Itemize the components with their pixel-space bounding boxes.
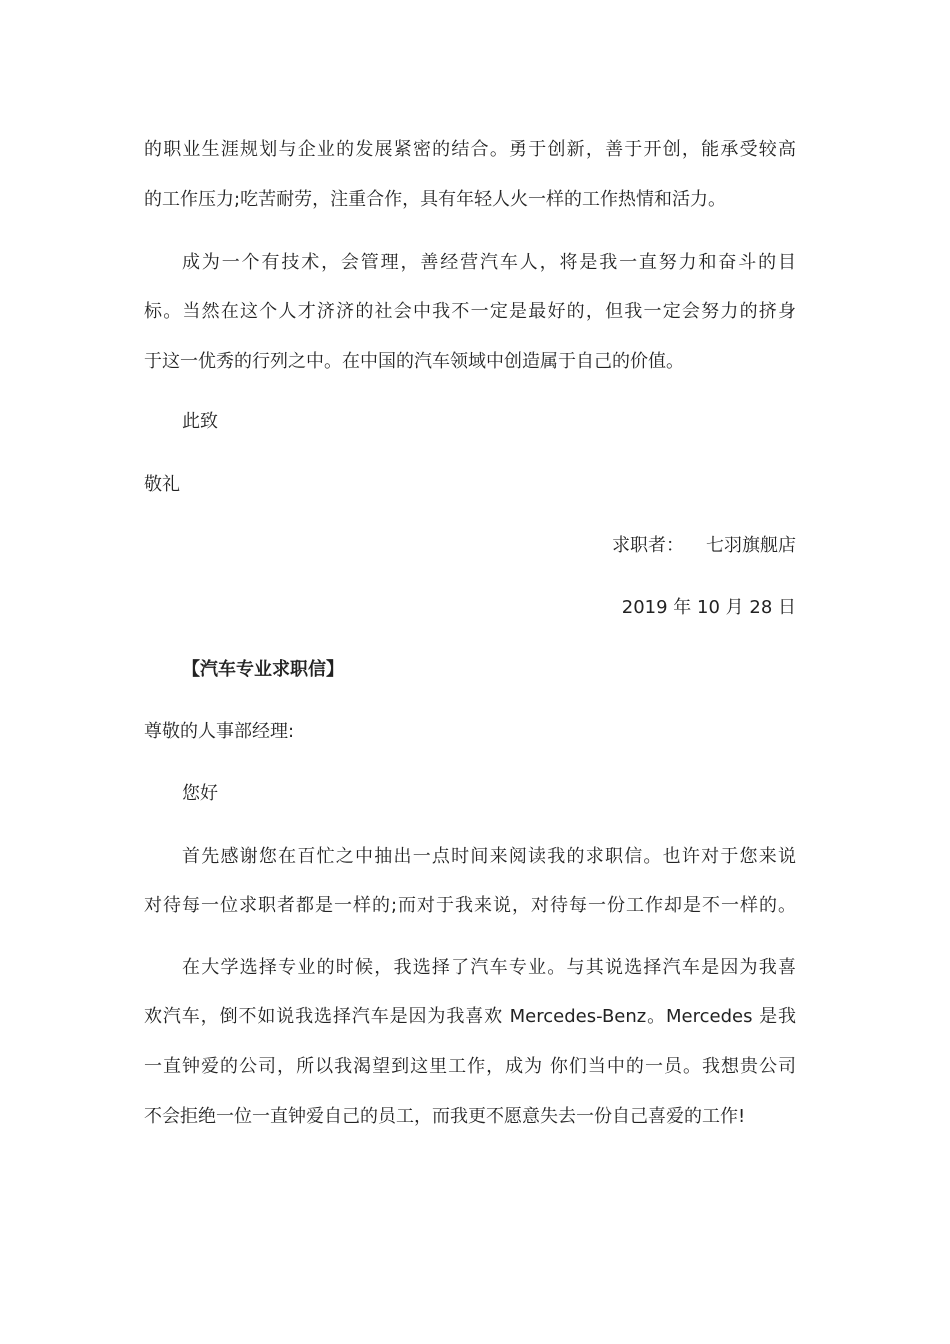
paragraph-line: 标。当然在这个人才济济的社会中我不一定是最好的，但我一定会努力的挤身 xyxy=(144,301,796,322)
paragraph-line: 首先感谢您在百忙之中抽出一点时间来阅读我的求职信。也许对于您来说 xyxy=(182,846,796,867)
letter-date: 2019 年 10 月 28 日 xyxy=(621,597,796,618)
salutation: 尊敬的人事部经理: xyxy=(144,721,295,742)
paragraph-line: 的职业生涯规划与企业的发展紧密的结合。勇于创新，善于开创，能承受较高 xyxy=(144,139,796,160)
paragraph-line: 不会拒绝一位一直钟爱自己的员工，而我更不愿意失去一份自己喜爱的工作! xyxy=(144,1106,746,1127)
closing-regards: 敬礼 xyxy=(144,474,180,495)
paragraph-line: 于这一优秀的行列之中。在中国的汽车领域中创造属于自己的价值。 xyxy=(144,351,684,372)
paragraph-line: 成为一个有技术，会管理，善经营汽车人，将是我一直努力和奋斗的目 xyxy=(182,252,796,273)
signature-line xyxy=(144,534,796,558)
greeting: 您好 xyxy=(182,783,218,804)
paragraph-line: 欢汽车，倒不如说我选择汽车是因为我喜欢 Mercedes-Benz。Mercedes 是我 xyxy=(144,1006,796,1027)
signer-label: 求职者： xyxy=(612,535,684,556)
paragraph-line: 对待每一位求职者都是一样的;而对于我来说，对待每一份工作却是不一样的。 xyxy=(144,895,796,916)
signer-name: 七羽旗舰店 xyxy=(706,535,796,556)
section-heading: 【汽车专业求职信】 xyxy=(182,659,344,680)
closing-salute: 此致 xyxy=(182,411,218,432)
paragraph-line: 在大学选择专业的时候，我选择了汽车专业。与其说选择汽车是因为我喜 xyxy=(182,957,796,978)
paragraph-line: 的工作压力;吃苦耐劳，注重合作，具有年轻人火一样的工作热情和活力。 xyxy=(144,189,727,210)
paragraph-line: 一直钟爱的公司，所以我渴望到这里工作，成为 你们当中的一员。我想贵公司 xyxy=(144,1056,796,1077)
